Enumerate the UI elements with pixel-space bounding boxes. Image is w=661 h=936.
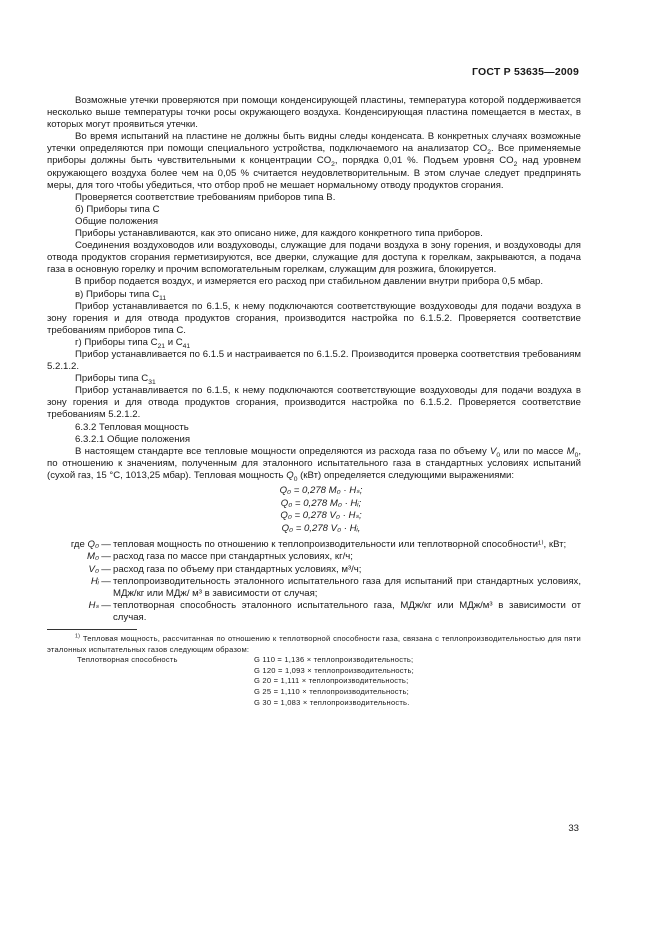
item-c31-title: Приборы типа $C_{31}$ (75, 373, 156, 387)
footnote-divider (47, 629, 137, 630)
footnote-mark: 1) (75, 633, 81, 640)
dash: — (101, 575, 111, 587)
definition-symbol: V₀ (88, 563, 99, 575)
definition-symbol: Hᵢ (90, 575, 99, 587)
item-g-title: г) Приборы типа $C_{21}$ и $C_{41}$ (75, 336, 191, 350)
paragraph-installation: Приборы устанавливаются, как это описано ниже, для каждого конкретного типа приборов. (75, 228, 483, 240)
footnote-row (77, 676, 581, 687)
section-6-3-2-1: 6.3.2.1 Общие положения (75, 433, 191, 445)
definition-item (47, 576, 581, 600)
formula-block (47, 485, 581, 535)
footnote-value: G 20 = 1,111 × теплопроизводительность; (254, 676, 409, 686)
paragraph-c31: Прибор устанавливается по 6.1.5, к нему подключаются соответствующие воздуховоды для подачи воздуха в зону горения и для отвода продуктов сгорания, производится настройка по 6.1.5.2. Проверяется соответствие требованиям 5.2.1.2. (47, 385, 581, 421)
paragraph-ducts: Соединения воздуховодов или воздуховоды, служащие для подачи воздуха в зону горения, и воздуховоды для отвода продуктов сгорания герметизируются, все дверки, служащие для доступа к горелкам, закрываются, а подача газа в основную горелку и прочим вспомогательным горелкам, служащим для розжига, блокируется. (47, 240, 581, 276)
footnote-row (77, 698, 581, 709)
definition-text: теплотворная способность эталонного испытательного газа, МДж/кг или МДж/м³ в зависимости от случая. (113, 599, 581, 623)
item-b-title: б) Приборы типа C (75, 203, 160, 215)
footnote-row (77, 655, 581, 666)
paragraph-leak-check: Возможные утечки проверяются при помощи конденсирующей пластины, температура которой поддерживается несколько выше температуры точки росы окружающего воздуха. Конденсирующая пластина помещается в местах, в которых могут проявиться утечки. (47, 95, 581, 131)
definition-symbol: Q₀ (87, 539, 99, 551)
dash: — (101, 539, 111, 551)
paragraph-type-b-check: Проверяется соответствие требованиям приборов типа B. (75, 191, 336, 203)
footnote-row (77, 687, 581, 698)
definition-text: расход газа по объему при стандартных условиях, м³/ч; (113, 563, 362, 575)
definition-text: расход газа по массе при стандартных условиях, кг/ч; (113, 551, 353, 563)
formula-line: Q₀ = 0,278 M₀ · Hᵢ; (280, 497, 362, 509)
definition-item (47, 539, 581, 551)
footnote-value: G 110 = 1,136 × теплопроизводительность; (254, 655, 414, 665)
formula-line: Q₀ = 0,278 V₀ · Hᵢ, (281, 522, 361, 534)
paragraph-heat-input: В настоящем стандарте все тепловые мощности определяются из расхода газа по объему $V_0$ или по массе $M_0$, по отношению к значениям, полученным для эталонного испытательного газа в стандартных условиях испытаний (сухой газ, 15 °C, 1013,25 мбар). Тепловая мощность $Q_0$ (кВт) определяется следующими выражениями: (47, 445, 581, 483)
standard-header: ГОСТ Р 53635—2009 (471, 66, 579, 78)
formula-line: Q₀ = 0,278 V₀ · Hₛ; (280, 510, 362, 522)
footnote-label: Теплотворная способность (77, 655, 178, 665)
body-text (47, 95, 581, 708)
definition-item (47, 564, 581, 576)
footnote-table (77, 655, 581, 708)
footnote (47, 634, 581, 708)
footnote-value: G 30 = 1,083 × теплопроизводительность. (254, 697, 410, 707)
section-6-3-2: 6.3.2 Тепловая мощность (75, 421, 189, 433)
footnote-value: G 25 = 1,110 × теплопроизводительность; (254, 687, 409, 696)
paragraph-c11: Прибор устанавливается по 6.1.5, к нему подключаются соответствующие воздуховоды для подачи воздуха в зону горения и для отвода продуктов сгорания, производится настройка по 6.1.5.2. Проверяется соответствие требованиям приборов типа C. (47, 300, 581, 336)
paragraph-c21-c41: Прибор устанавливается по 6.1.5 и настраивается по 6.1.5.2. Производится проверка соответствия требованиям 5.2.1.2. (47, 348, 581, 373)
footnote-row (77, 666, 581, 677)
dash: — (101, 599, 111, 611)
item-b-general: Общие положения (75, 215, 159, 227)
footnote-text: $^{1)}$ Тепловая мощность, рассчитанная по отношению к теплотворной способности газа, связана с теплопроизводительностью для пяти эталонных испытательных газов следующим образом: (47, 633, 581, 654)
definition-symbol: Hₛ (88, 599, 99, 611)
definition-symbol: M₀ (86, 551, 99, 563)
footnote-value: G 120 = 1,093 × теплопроизводительность; (254, 665, 414, 675)
paragraph-air-supply: В прибор подается воздух, и измеряется его расход при стабильном давлении внутри прибора 0,5 мбар. (75, 276, 544, 288)
definitions-list (47, 539, 581, 624)
where-label: где (70, 539, 88, 551)
item-v-title: в) Приборы типа $C_{11}$ (75, 288, 167, 302)
formula-line: Q₀ = 0,278 M₀ · Hₛ; (279, 485, 363, 496)
dash: — (101, 551, 111, 563)
page-number: 33 (568, 823, 579, 834)
dash: — (101, 563, 111, 575)
definition-text: теплопроизводительность эталонного испытательного газа для испытаний при стандартных условиях, МДж/кг или МДж/ м³ в зависимости от случая; (113, 575, 581, 599)
definition-text: тепловая мощность по отношению к теплопроизводительности или теплотворной способности¹⁾, кВт; (113, 539, 567, 551)
definition-item (47, 600, 581, 624)
paragraph-condensate: Во время испытаний на пластине не должны быть видны следы конденсата. В конкретных случаях возможные утечки определяются при помощи специального устройства, подключаемого на анализатор $CO_2$. Все применяемые приборы должны быть чувствительными к концентрации $CO_2$, порядка 0,01 %. Подъем уровня $CO_2$ над уровнем окружающего воздуха более чем на 0,05 % считается неудовлетворительным. В этом случае следует предпринять меры, для того чтобы убедиться, что отбор проб не мешает нормальному отводу продуктов сгорания. (47, 131, 582, 191)
definition-item (47, 551, 581, 563)
